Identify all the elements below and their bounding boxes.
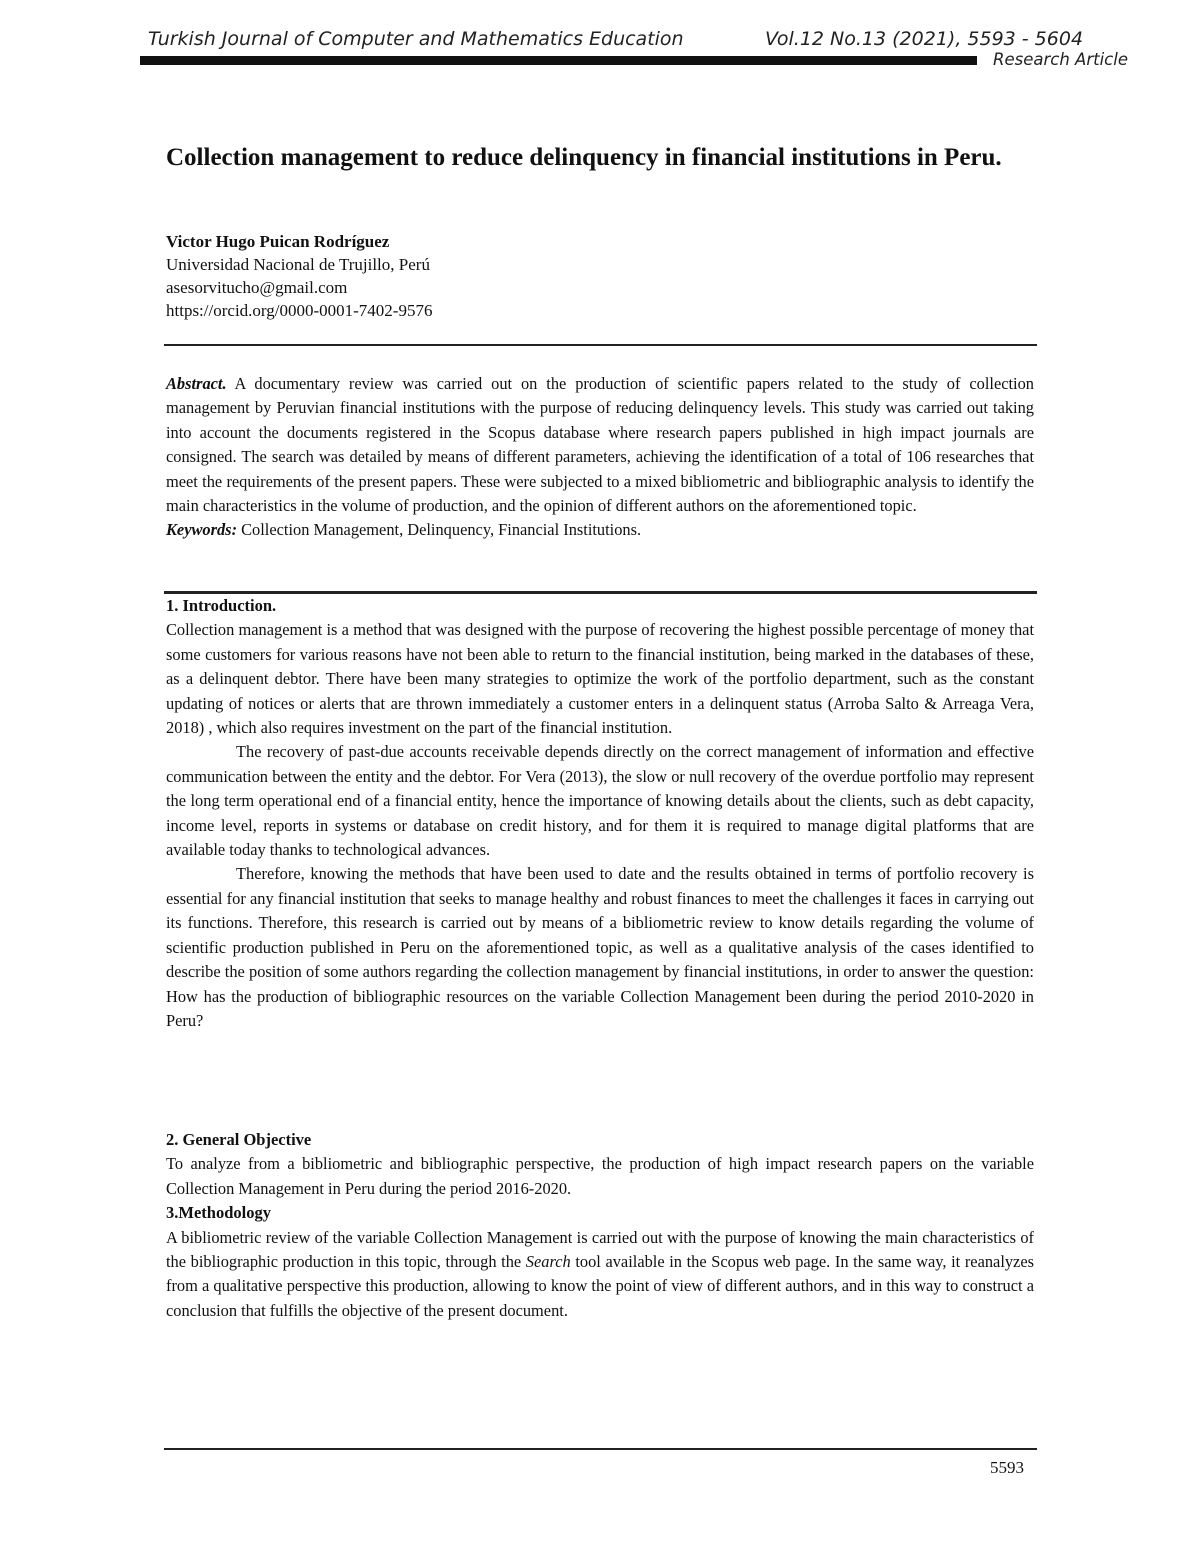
introduction-paragraph-1: Collection management is a method that was designed with the purpose of recovering the highest possible percentage of money that some customers for various reasons have not been able to return to the financial institution, being marked in the databases of these, as a delinquent debtor. There have been many strategies to optimize the work of the portfolio department, such as the constant updating of notices or alerts that are thrown immediately a customer enters in a delinquent status (Arroba Salto & Arreaga Vera, 2018) , which also requires investment on the part of the financial institution. <box>166 620 1034 738</box>
methodology-heading: 3.Methodology <box>166 1203 271 1223</box>
journal-name: Turkish Journal of Computer and Mathematics Education <box>148 28 684 50</box>
volume-info: Vol.12 No.13 (2021), 5593 - 5604 <box>765 28 1084 50</box>
abstract-section <box>166 372 1034 543</box>
objective-heading: 2. General Objective <box>166 1130 312 1149</box>
keywords-paragraph <box>166 518 1034 542</box>
keywords-text: Collection Management, Delinquency, Financial Institutions. <box>237 520 642 540</box>
rule-footer <box>164 1448 1037 1450</box>
author-block <box>166 230 432 322</box>
introduction-section <box>166 594 1034 1033</box>
abstract-text: A documentary review was carried out on the production of scientific papers related to the study of collection management by Peruvian financial institutions with the purpose of reducing delinquency levels. This study was carried out taking into account the documents registered in the Scopus database where research papers published in high impact journals are consigned. The search was detailed by means of different parameters, achieving the identification of a total of 106 researches that meet the requirements of the present papers. These were subjected to a mixed bibliometric and bibliographic analysis to identify the main characteristics in the volume of production, and the opinion of different authors on the aforementioned topic. <box>166 374 1034 516</box>
paper-title: Collection management to reduce delinquency in financial institutions in Peru. <box>166 144 1002 171</box>
page-number: 5593 <box>990 1458 1024 1477</box>
header-bar <box>140 56 977 65</box>
author-orcid[interactable]: https://orcid.org/0000-0001-7402-9576 <box>166 301 433 320</box>
methodology-text-before: A bibliometric review of the variable Collection Management is carried out with the purpose of knowing the main characteristics of the bibliographic production in this topic, through the <box>166 1227 1034 1272</box>
article-type: Research Article <box>993 50 1128 69</box>
introduction-heading: 1. Introduction. <box>166 596 277 615</box>
introduction-paragraph-3: Therefore, knowing the methods that have been used to date and the results obtained in terms of portfolio recovery is essential for any financial institution that seeks to manage healthy and robust finances to meet the challenges it faces in carrying out its functions. Therefore, this research is carried out by means of a bibliometric review to know details regarding the volume of scientific production published in Peru on the aforementioned topic, as well as a qualitative analysis of the cases identified to describe the position of some authors regarding the collection management by financial institutions, in order to answer the question: How has the production of bibliographic resources on the variable Collection Management been during the period 2010-2020 in Peru? <box>166 864 1034 1030</box>
objective-methodology-section <box>166 1128 1034 1323</box>
abstract-label: Abstract. <box>166 374 227 393</box>
introduction-paragraph-2: The recovery of past-due accounts receivable depends directly on the correct management of information and effective communication between the entity and the debtor. For Vera (2013), the slow or null recovery of the overdue portfolio may represent the long term operational end of a financial entity, hence the importance of knowing details about the clients, such as debt capacity, income level, reports in systems or database on credit history, and for them it is required to manage digital platforms that are available today thanks to technological advances. <box>166 742 1034 860</box>
rule-top <box>164 344 1037 346</box>
author-email[interactable]: asesorvitucho@gmail.com <box>166 278 348 297</box>
author-name: Victor Hugo Puican Rodríguez <box>166 232 390 251</box>
methodology-search-tool: Search <box>525 1252 571 1272</box>
methodology-text-after: tool available in the Scopus web page. In the same way, it reanalyzes from a qualitative perspective this production, allowing to know the point of view of different authors, and in this way to construct a conclusion that fulfills the objective of the present document. <box>166 1252 1034 1320</box>
methodology-text <box>166 1226 1034 1324</box>
abstract-paragraph <box>166 372 1034 518</box>
keywords-label: Keywords: <box>166 520 238 540</box>
author-affiliation: Universidad Nacional de Trujillo, Perú <box>166 255 430 274</box>
objective-text: To analyze from a bibliometric and bibliographic perspective, the production of high impact research papers on the variable Collection Management in Peru during the period 2016-2020. <box>166 1154 1034 1198</box>
